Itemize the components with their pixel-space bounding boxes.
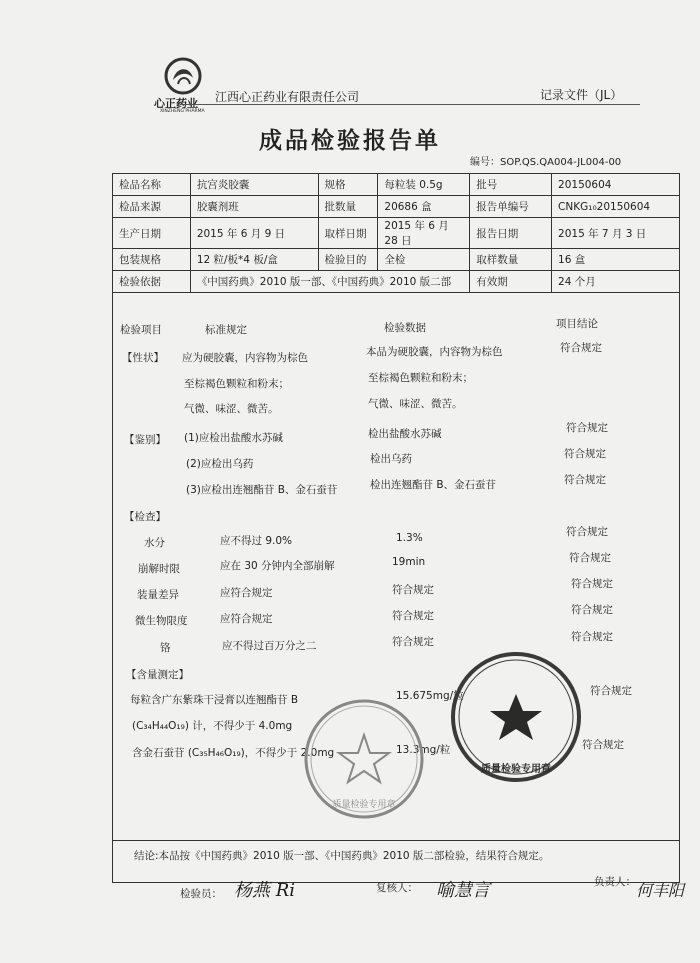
cell: 检验目的 bbox=[318, 249, 378, 271]
check-result-2: 符合规定 bbox=[569, 552, 611, 564]
check-item-1: 水分 bbox=[144, 537, 165, 549]
basis-label: 检验依据 bbox=[113, 271, 191, 293]
assay-result-1: 符合规定 bbox=[590, 685, 632, 697]
check-item-5: 铬 bbox=[160, 642, 171, 654]
logo-subtext: XINZHENG PHARMA bbox=[160, 109, 205, 114]
cell: 20150604 bbox=[552, 174, 680, 196]
cell: 胶囊剂班 bbox=[190, 196, 318, 218]
check-standard-3: 应符合规定 bbox=[220, 587, 273, 599]
assay-heading: 【含量测定】 bbox=[126, 669, 189, 681]
check-data-1: 1.3% bbox=[396, 532, 423, 544]
header-rule bbox=[180, 104, 640, 105]
table-row bbox=[113, 174, 680, 196]
table-row bbox=[113, 271, 680, 293]
check-item-4: 微生物限度 bbox=[135, 615, 188, 627]
traits-heading: 【性状】 bbox=[122, 352, 164, 364]
reviewer-label: 复核人： bbox=[376, 882, 418, 894]
company-stamp-seal bbox=[447, 648, 585, 786]
validity-value: 24 个月 bbox=[552, 271, 680, 293]
cell: 检品来源 bbox=[113, 196, 191, 218]
cell: 取样数量 bbox=[470, 249, 552, 271]
cell: 批数量 bbox=[318, 196, 378, 218]
responsible-signature: 何丰阳 bbox=[636, 881, 685, 900]
ident-standard-2: (2)应检出乌药 bbox=[186, 458, 254, 470]
ident-data-1: 检出盐酸水苏碱 bbox=[368, 428, 442, 440]
col-data: 检验数据 bbox=[384, 322, 426, 334]
table-row bbox=[113, 218, 680, 249]
ident-result-3: 符合规定 bbox=[564, 474, 606, 486]
svg-text:质量检验专用章: 质量检验专用章 bbox=[332, 800, 396, 810]
check-standard-5: 应不得过百万分之二 bbox=[222, 640, 317, 652]
check-standard-1: 应不得过 9.0% bbox=[220, 535, 293, 547]
traits-standard-2: 至棕褐色颗粒和粉末； bbox=[184, 378, 289, 390]
check-standard-4: 应符合规定 bbox=[220, 613, 273, 625]
check-item-2: 崩解时限 bbox=[138, 563, 180, 575]
traits-result: 符合规定 bbox=[560, 342, 602, 354]
quality-stamp-seal bbox=[300, 695, 428, 823]
check-result-5: 符合规定 bbox=[571, 631, 613, 643]
cell: 全检 bbox=[378, 249, 470, 271]
reviewer-signature: 喻慧言 bbox=[436, 880, 490, 901]
traits-data-1: 本品为硬胶囊，内容物为棕色 bbox=[366, 346, 503, 358]
check-result-4: 符合规定 bbox=[571, 604, 613, 616]
cell: 报告日期 bbox=[470, 218, 552, 249]
traits-standard-1: 应为硬胶囊，内容物为棕色 bbox=[182, 352, 308, 364]
col-conclusion: 项目结论 bbox=[556, 318, 598, 330]
cell: 取样日期 bbox=[318, 218, 378, 249]
cell: 20686 盒 bbox=[378, 196, 470, 218]
table-row bbox=[113, 249, 680, 271]
ident-data-3: 检出连翘酯苷 B、金石蚕苷 bbox=[370, 479, 497, 491]
conclusion-rule bbox=[112, 840, 680, 841]
assay-line-1: 每粒含广东紫珠干浸膏以连翘酯苷 B bbox=[130, 694, 299, 706]
table-row bbox=[113, 196, 680, 218]
responsible-label: 负责人： bbox=[594, 876, 636, 888]
validity-label: 有效期 bbox=[470, 271, 552, 293]
conclusion-text: 结论:本品按《中国药典》2010 版一部、《中国药典》2010 版二部检验，结果符合规定。 bbox=[134, 850, 550, 862]
record-type: 记录文件（JL） bbox=[540, 88, 623, 102]
basis-value: 《中国药典》2010 版一部、《中国药典》2010 版二部 bbox=[190, 271, 469, 293]
inspector-signature: 杨燕 Ri bbox=[234, 880, 296, 901]
ident-standard-1: (1)应检出盐酸水苏碱 bbox=[184, 432, 283, 444]
traits-standard-3: 气微、味涩、微苦。 bbox=[184, 403, 279, 415]
col-standard: 标准规定 bbox=[205, 324, 247, 336]
cell: 每粒装 0.5g bbox=[378, 174, 470, 196]
check-item-3: 装量差异 bbox=[137, 589, 179, 601]
ident-result-1: 符合规定 bbox=[566, 422, 608, 434]
checks-heading: 【检查】 bbox=[124, 511, 166, 523]
ident-data-2: 检出乌药 bbox=[370, 453, 412, 465]
company-name: 江西心正药业有限责任公司 bbox=[215, 90, 360, 104]
check-result-1: 符合规定 bbox=[566, 526, 608, 538]
check-result-3: 符合规定 bbox=[571, 578, 613, 590]
cell: 12 粒/板*4 板/盒 bbox=[190, 249, 318, 271]
assay-data-1: 15.675mg/粒 bbox=[396, 690, 464, 702]
svg-text:质量检验专用章: 质量检验专用章 bbox=[481, 764, 551, 775]
cell: 报告单编号 bbox=[470, 196, 552, 218]
cell: 16 盒 bbox=[552, 249, 680, 271]
identification-heading: 【鉴别】 bbox=[124, 434, 166, 446]
ident-result-2: 符合规定 bbox=[564, 448, 606, 460]
assay-data-2: 13.3mg/粒 bbox=[396, 744, 451, 756]
ident-standard-3: (3)应检出连翘酯苷 B、金石蚕苷 bbox=[186, 484, 338, 496]
traits-data-2: 至棕褐色颗粒和粉末； bbox=[368, 372, 473, 384]
check-standard-2: 应在 30 分钟内全部崩解 bbox=[220, 560, 335, 572]
cell: 规格 bbox=[318, 174, 378, 196]
cell: 检品名称 bbox=[113, 174, 191, 196]
assay-line-3: 含金石蚕苷 (C₃₅H₄₆O₁₉)，不得少于 2.0mg bbox=[132, 747, 335, 759]
cell: 2015 年 7 月 3 日 bbox=[552, 218, 680, 249]
cell: 批号 bbox=[470, 174, 552, 196]
logo-text: 心正药业 bbox=[154, 97, 198, 110]
inspector-label: 检验员： bbox=[180, 888, 222, 900]
cell: 生产日期 bbox=[113, 218, 191, 249]
cell: 抗宫炎胶囊 bbox=[190, 174, 318, 196]
cell: CNKG₁₀20150604 bbox=[552, 196, 680, 218]
assay-line-2: (C₃₄H₄₄O₁₉) 计，不得少于 4.0mg bbox=[132, 720, 293, 732]
page-title: 成品检验报告单 bbox=[259, 127, 441, 154]
check-data-4: 符合规定 bbox=[392, 610, 434, 622]
assay-result-2: 符合规定 bbox=[582, 739, 624, 751]
cell: 2015 年 6 月 9 日 bbox=[190, 218, 318, 249]
check-data-5: 符合规定 bbox=[392, 636, 434, 648]
check-data-3: 符合规定 bbox=[392, 584, 434, 596]
traits-data-3: 气微、味涩、微苦。 bbox=[368, 398, 463, 410]
info-table bbox=[112, 173, 680, 293]
cell: 包装规格 bbox=[113, 249, 191, 271]
col-item: 检验项目 bbox=[120, 324, 162, 336]
check-data-2: 19min bbox=[392, 556, 426, 568]
document-number: 编号：SOP.QS.QA004-JL004-00 bbox=[470, 157, 622, 168]
cell: 2015 年 6 月 28 日 bbox=[378, 218, 470, 249]
